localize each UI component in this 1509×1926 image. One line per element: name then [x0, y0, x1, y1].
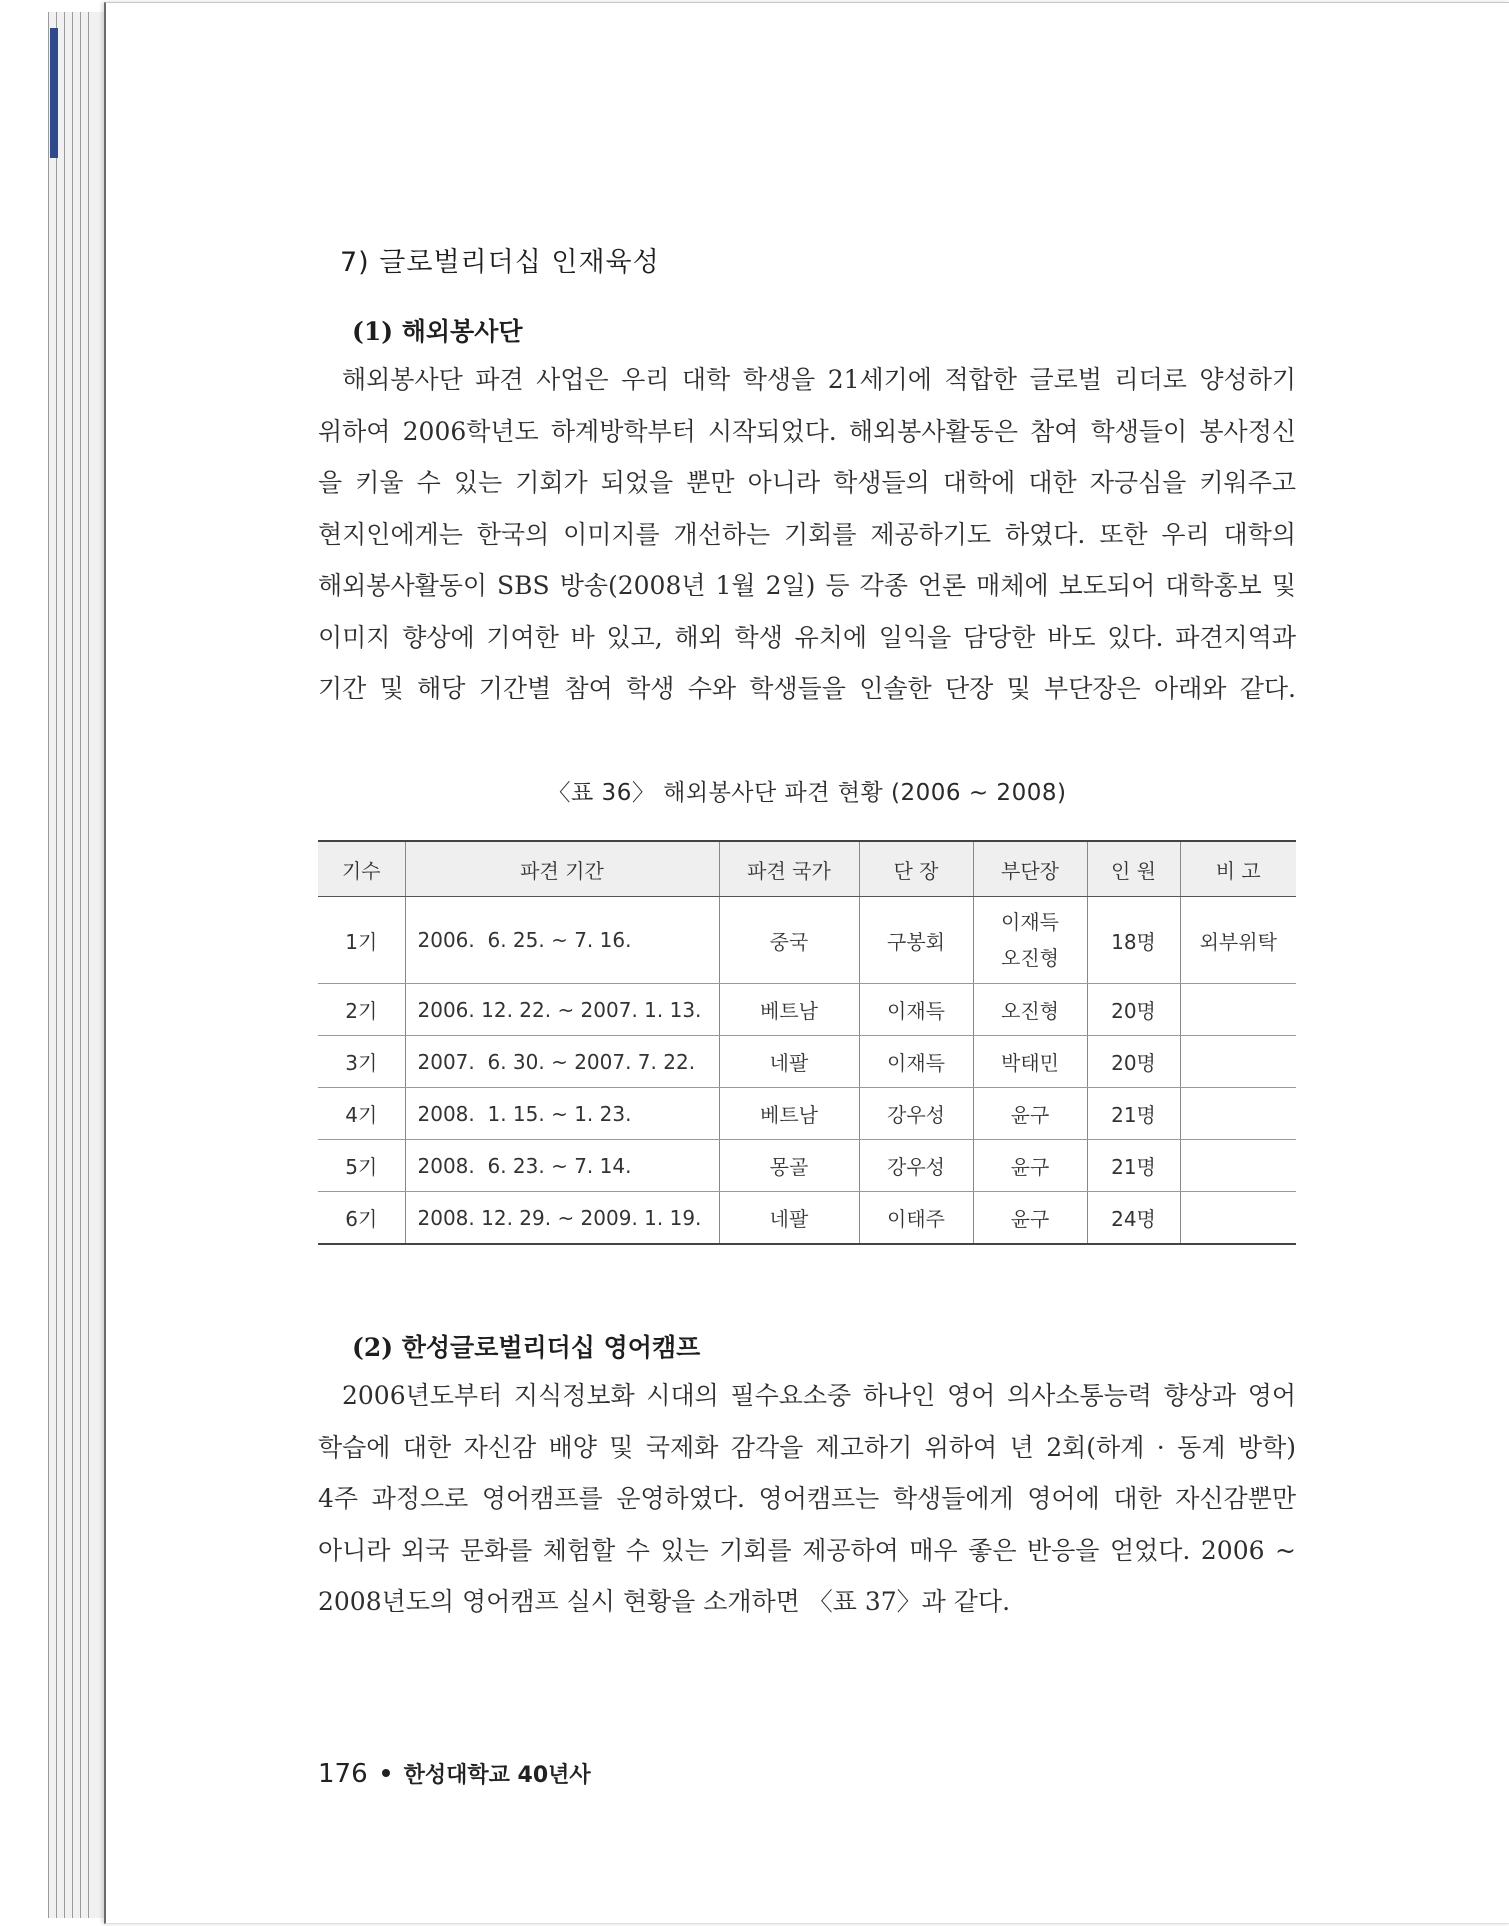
page-footer — [318, 1758, 591, 1789]
cell-note: 외부위탁 — [1180, 897, 1296, 984]
page-number: 176 — [318, 1759, 368, 1789]
cell-leader: 강우성 — [859, 1140, 973, 1192]
cell-count: 20명 — [1087, 1036, 1180, 1088]
header-count: 인 원 — [1087, 841, 1180, 897]
english-camp-paragraph — [318, 1370, 1296, 1628]
book-page-edges — [48, 12, 106, 1918]
cell-leader: 이태주 — [859, 1192, 973, 1245]
header-vice-leader: 부단장 — [973, 841, 1087, 897]
paragraph-line: 을 키울 수 있는 기회가 되었을 뿐만 아니라 학생들의 대학에 대한 자긍심을 키워주고 — [318, 468, 1296, 497]
cell-country: 베트남 — [719, 1088, 859, 1140]
cell-generation: 5기 — [318, 1140, 405, 1192]
cell-vice-leader: 윤구 — [973, 1088, 1087, 1140]
cell-note — [1180, 984, 1296, 1036]
vice-leader-name: 오진형 — [1001, 946, 1059, 970]
subsection-title-volunteer: (1) 해외봉사단 — [352, 317, 523, 346]
header-note: 비 고 — [1180, 841, 1296, 897]
cell-leader: 이재득 — [859, 1036, 973, 1088]
paragraph-line: 기간 및 해당 기간별 참여 학생 수와 학생들을 인솔한 단장 및 부단장은 아래와 같다. — [318, 674, 1296, 703]
vice-leader-name: 이재득 — [1001, 910, 1059, 934]
cell-note — [1180, 1140, 1296, 1192]
cell-count: 21명 — [1087, 1140, 1180, 1192]
table-header-row — [318, 841, 1296, 897]
cell-note — [1180, 1036, 1296, 1088]
cell-vice-leader: 윤구 — [973, 1140, 1087, 1192]
paragraph-line: 위하여 2006학년도 하계방학부터 시작되었다. 해외봉사활동은 참여 학생들이 봉사정신 — [318, 416, 1296, 446]
cell-vice-leader: 오진형 — [973, 984, 1087, 1036]
cell-vice-leader — [973, 897, 1087, 984]
paragraph-line: 아니라 외국 문화를 체험할 수 있는 기회를 제공하여 매우 좋은 반응을 얻었다. 2006 ~ — [318, 1535, 1296, 1565]
paragraph-line: 2006년도부터 지식정보화 시대의 필수요소중 하나인 영어 의사소통능력 향상과 영어 — [342, 1381, 1296, 1410]
table-row — [318, 897, 1296, 984]
cell-leader: 이재득 — [859, 984, 973, 1036]
cell-leader: 강우성 — [859, 1088, 973, 1140]
cell-country: 네팔 — [719, 1036, 859, 1088]
section-title: 7) 글로벌리더십 인재육성 — [340, 247, 660, 278]
cell-country: 중국 — [719, 897, 859, 984]
cell-vice-leader: 박태민 — [973, 1036, 1087, 1088]
cell-note — [1180, 1192, 1296, 1245]
book-title: 한성대학교 40년사 — [403, 1763, 591, 1788]
cell-count: 21명 — [1087, 1088, 1180, 1140]
paragraph-line: 2008년도의 영어캠프 실시 현황을 소개하면 〈표 37〉과 같다. — [318, 1587, 1011, 1616]
paragraph-line: 이미지 향상에 기여한 바 있고, 해외 학생 유치에 일익을 담당한 바도 있다. 파견지역과 — [318, 622, 1296, 652]
cell-period: 2006. 12. 22. ~ 2007. 1. 13. — [405, 984, 719, 1036]
cell-count: 18명 — [1087, 897, 1180, 984]
cell-country: 네팔 — [719, 1192, 859, 1245]
header-country: 파견 국가 — [719, 841, 859, 897]
cell-period: 2007. 6. 30. ~ 2007. 7. 22. — [405, 1036, 719, 1088]
paragraph-line: 해외봉사활동이 SBS 방송(2008년 1월 2일) 등 각종 언론 매체에 보도되어 대학홍보 및 — [318, 571, 1296, 600]
header-leader: 단 장 — [859, 841, 973, 897]
paragraph-line: 현지인에게는 한국의 이미지를 개선하는 기회를 제공하기도 하였다. 또한 우리 대학의 — [318, 519, 1296, 549]
cell-period: 2008. 6. 23. ~ 7. 14. — [405, 1140, 719, 1192]
table-caption: 〈표 36〉 해외봉사단 파견 현황 (2006 ~ 2008) — [547, 780, 1067, 806]
cell-country: 몽골 — [719, 1140, 859, 1192]
table-row — [318, 1140, 1296, 1192]
cell-note — [1180, 1088, 1296, 1140]
paragraph-line: 4주 과정으로 영어캠프를 운영하였다. 영어캠프는 학생들에게 영어에 대한 자신감뿐만 — [318, 1484, 1296, 1513]
cell-generation: 1기 — [318, 897, 405, 984]
table-row — [318, 984, 1296, 1036]
cell-period: 2008. 1. 15. ~ 1. 23. — [405, 1088, 719, 1140]
cell-period: 2008. 12. 29. ~ 2009. 1. 19. — [405, 1192, 719, 1245]
cell-generation: 3기 — [318, 1036, 405, 1088]
bullet-icon — [382, 1769, 390, 1777]
cell-count: 20명 — [1087, 984, 1180, 1036]
table-row — [318, 1088, 1296, 1140]
table-row — [318, 1036, 1296, 1088]
paragraph-line: 학습에 대한 자신감 배양 및 국제화 감각을 제고하기 위하여 년 2회(하계 · 동계 방학) — [318, 1432, 1296, 1462]
cell-vice-leader: 윤구 — [973, 1192, 1087, 1245]
book-spine-mark — [50, 28, 58, 158]
cell-generation: 6기 — [318, 1192, 405, 1245]
subsection-title-english-camp: (2) 한성글로벌리더십 영어캠프 — [352, 1333, 701, 1362]
cell-count: 24명 — [1087, 1192, 1180, 1245]
cell-period: 2006. 6. 25. ~ 7. 16. — [405, 897, 719, 984]
volunteer-paragraph — [318, 354, 1296, 715]
cell-country: 베트남 — [719, 984, 859, 1036]
cell-generation: 2기 — [318, 984, 405, 1036]
paragraph-line: 해외봉사단 파견 사업은 우리 대학 학생을 21세기에 적합한 글로벌 리더로 양성하기 — [342, 365, 1296, 394]
header-period: 파견 기간 — [405, 841, 719, 897]
table-row — [318, 1192, 1296, 1245]
cell-leader: 구봉회 — [859, 897, 973, 984]
volunteer-dispatch-table — [318, 840, 1296, 1245]
cell-generation: 4기 — [318, 1088, 405, 1140]
header-generation: 기수 — [318, 841, 405, 897]
